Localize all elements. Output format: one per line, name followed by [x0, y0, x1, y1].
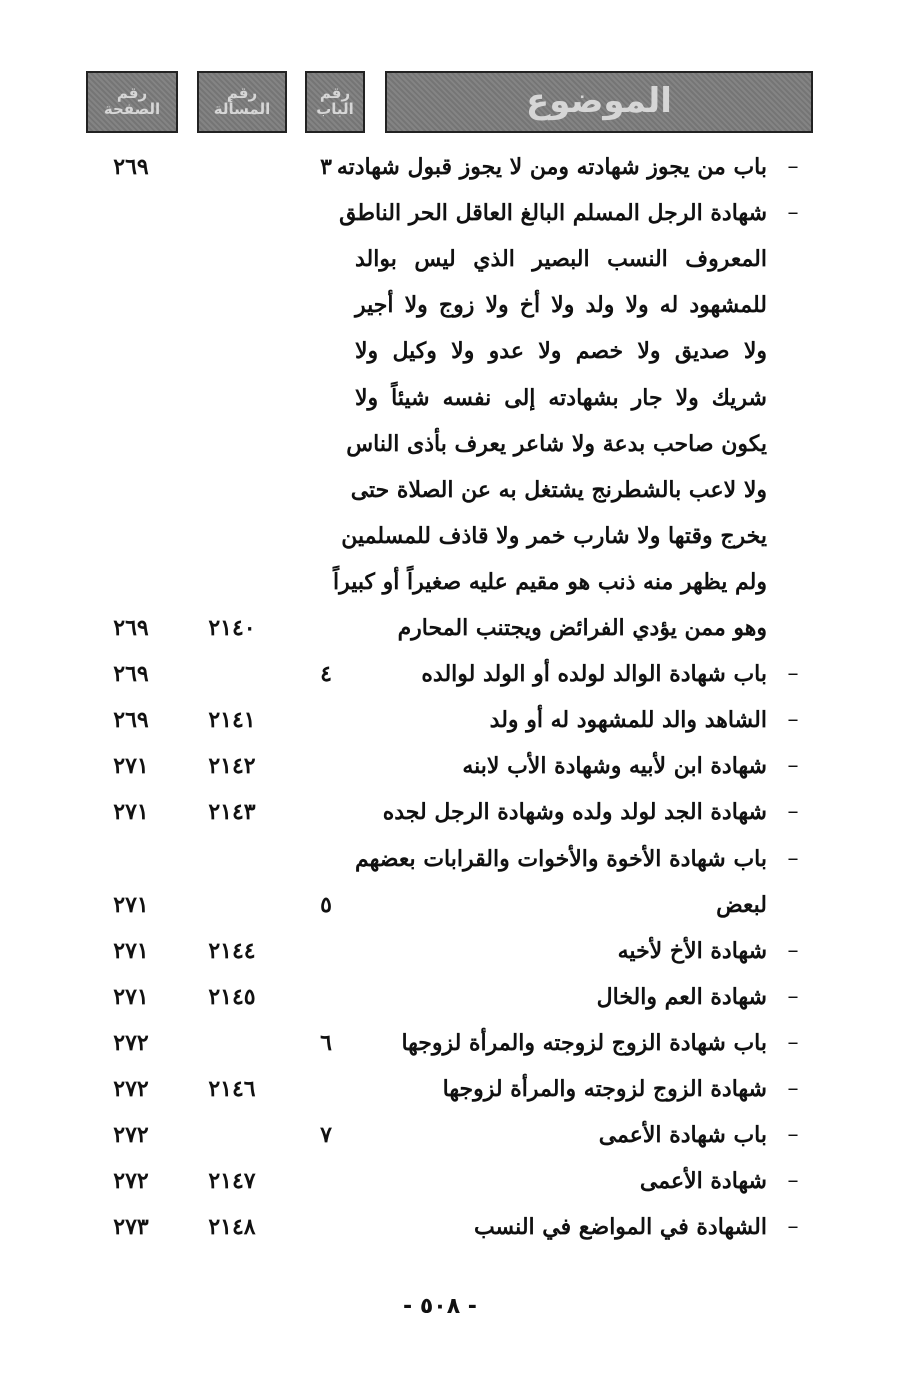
row-subject: شهادة الجد لولد ولده وشهادة الرجل لجده — [382, 799, 767, 825]
row-dash: – — [787, 799, 799, 824]
table-row — [0, 519, 919, 565]
row-issue-number: ٢١٤٤ — [208, 938, 256, 964]
row-dash: – — [787, 1076, 799, 1101]
header-page-label-2: الصفحة — [103, 100, 161, 118]
table-row — [0, 242, 919, 288]
header-page-label-1: رقم — [116, 84, 148, 103]
row-chapter-number: ٥ — [320, 892, 332, 918]
row-subject: باب شهادة الأخوة والأخوات والقرابات بعضهم — [355, 846, 767, 872]
row-subject: شهادة الرجل المسلم البالغ العاقل الحر الناطق — [339, 200, 767, 226]
row-issue-number: ٢١٤٧ — [208, 1168, 256, 1194]
row-dash: – — [787, 661, 799, 686]
row-page-number: ٢٧٢ — [113, 1076, 149, 1102]
row-page-number: ٢٧١ — [113, 892, 149, 918]
row-dash: – — [787, 1168, 799, 1193]
row-subject: المعروف النسب البصير الذي ليس بوالد — [355, 246, 767, 272]
row-page-number: ٢٧٢ — [113, 1168, 149, 1194]
page-number: - ٥٠٨ - — [403, 1294, 477, 1319]
table-row — [0, 611, 919, 657]
row-chapter-number: ٧ — [320, 1122, 332, 1148]
row-issue-number: ٢١٤٠ — [208, 615, 256, 641]
table-row — [0, 196, 919, 242]
row-issue-number: ٢١٤٥ — [208, 984, 256, 1010]
row-dash: – — [787, 846, 799, 871]
row-dash: – — [787, 984, 799, 1009]
row-subject: شريك ولا جار بشهادته إلى نفسه شيئاً ولا — [355, 385, 767, 411]
row-issue-number: ٢١٤١ — [208, 707, 256, 733]
row-dash: – — [787, 753, 799, 778]
table-row — [0, 749, 919, 795]
row-issue-number: ٢١٤٣ — [208, 799, 256, 825]
row-subject: وهو ممن يؤدي الفرائض ويجتنب المحارم — [397, 615, 767, 641]
row-page-number: ٢٧١ — [113, 938, 149, 964]
header-issue-label-1: رقم — [226, 84, 258, 103]
row-dash: – — [787, 1030, 799, 1055]
row-subject: شهادة ابن لأبيه وشهادة الأب لابنه — [462, 753, 767, 779]
table-row — [0, 427, 919, 473]
table-row — [0, 934, 919, 980]
row-subject: شهادة الأخ لأخيه — [617, 938, 767, 964]
row-dash: – — [787, 154, 799, 179]
row-page-number: ٢٧١ — [113, 799, 149, 825]
row-subject: باب شهادة الوالد لولده أو الولد لوالده — [421, 661, 767, 687]
row-page-number: ٢٧٣ — [113, 1214, 149, 1240]
row-page-number: ٢٧١ — [113, 753, 149, 779]
row-dash: – — [787, 707, 799, 732]
table-row — [0, 565, 919, 611]
table-row — [0, 980, 919, 1026]
row-subject: شهادة العم والخال — [596, 984, 767, 1010]
header-number-label-1: رقم — [319, 84, 351, 103]
table-row — [0, 1026, 919, 1072]
header-subject-label: الموضوع — [526, 81, 672, 122]
table-row — [0, 842, 919, 888]
row-dash: – — [787, 200, 799, 225]
row-subject: شهادة الزوج لزوجته والمرأة لزوجها — [442, 1076, 767, 1102]
table-row — [0, 1164, 919, 1210]
row-subject: شهادة الأعمى — [639, 1168, 767, 1194]
table-row — [0, 703, 919, 749]
row-subject: ولا صديق ولا خصم ولا عدو ولا وكيل ولا — [355, 338, 767, 364]
row-page-number: ٢٧٢ — [113, 1030, 149, 1056]
row-subject: يكون صاحب بدعة ولا شاعر يعرف بأذى الناس — [346, 431, 767, 457]
table-row — [0, 657, 919, 703]
row-chapter-number: ٣ — [320, 154, 332, 180]
row-subject: الشهادة في المواضع في النسب — [473, 1214, 767, 1240]
row-chapter-number: ٤ — [320, 661, 332, 687]
header-number-label-2: الباب — [316, 100, 354, 118]
row-issue-number: ٢١٤٨ — [208, 1214, 256, 1240]
row-dash: – — [787, 1214, 799, 1239]
row-subject: الشاهد والد للمشهود له أو ولد — [489, 707, 767, 733]
row-page-number: ٢٧١ — [113, 984, 149, 1010]
table-row — [0, 1210, 919, 1256]
row-subject: باب من يجوز شهادته ومن لا يجوز قبول شهادته — [336, 154, 767, 180]
row-subject: باب شهادة الأعمى — [598, 1122, 767, 1148]
table-row — [0, 381, 919, 427]
table-row — [0, 795, 919, 841]
header-issue-label-2: المسألة — [213, 100, 271, 118]
row-page-number: ٢٧٢ — [113, 1122, 149, 1148]
row-chapter-number: ٦ — [320, 1030, 332, 1056]
row-issue-number: ٢١٤٦ — [208, 1076, 256, 1102]
table-row — [0, 1118, 919, 1164]
row-page-number: ٢٦٩ — [113, 615, 149, 641]
row-subject: باب شهادة الزوج لزوجته والمرأة لزوجها — [401, 1030, 767, 1056]
row-subject: ولم يظهر منه ذنب هو مقيم عليه صغيراً أو كبيراً — [332, 569, 767, 595]
table-row — [0, 150, 919, 196]
table-row — [0, 888, 919, 934]
row-subject: ولا لاعب بالشطرنج يشتغل به عن الصلاة حتى — [350, 477, 767, 503]
row-dash: – — [787, 1122, 799, 1147]
row-issue-number: ٢١٤٢ — [208, 753, 256, 779]
row-subject: لبعض — [716, 892, 767, 918]
row-page-number: ٢٦٩ — [113, 661, 149, 687]
table-row — [0, 1072, 919, 1118]
table-row — [0, 334, 919, 380]
table-row — [0, 473, 919, 519]
row-dash: – — [787, 938, 799, 963]
row-subject: يخرج وقتها ولا شارب خمر ولا قاذف للمسلمين — [341, 523, 767, 549]
row-page-number: ٢٦٩ — [113, 707, 149, 733]
row-subject: للمشهود له ولا ولد ولا أخ ولا زوج ولا أجير — [355, 292, 767, 318]
table-row — [0, 288, 919, 334]
row-page-number: ٢٦٩ — [113, 154, 149, 180]
